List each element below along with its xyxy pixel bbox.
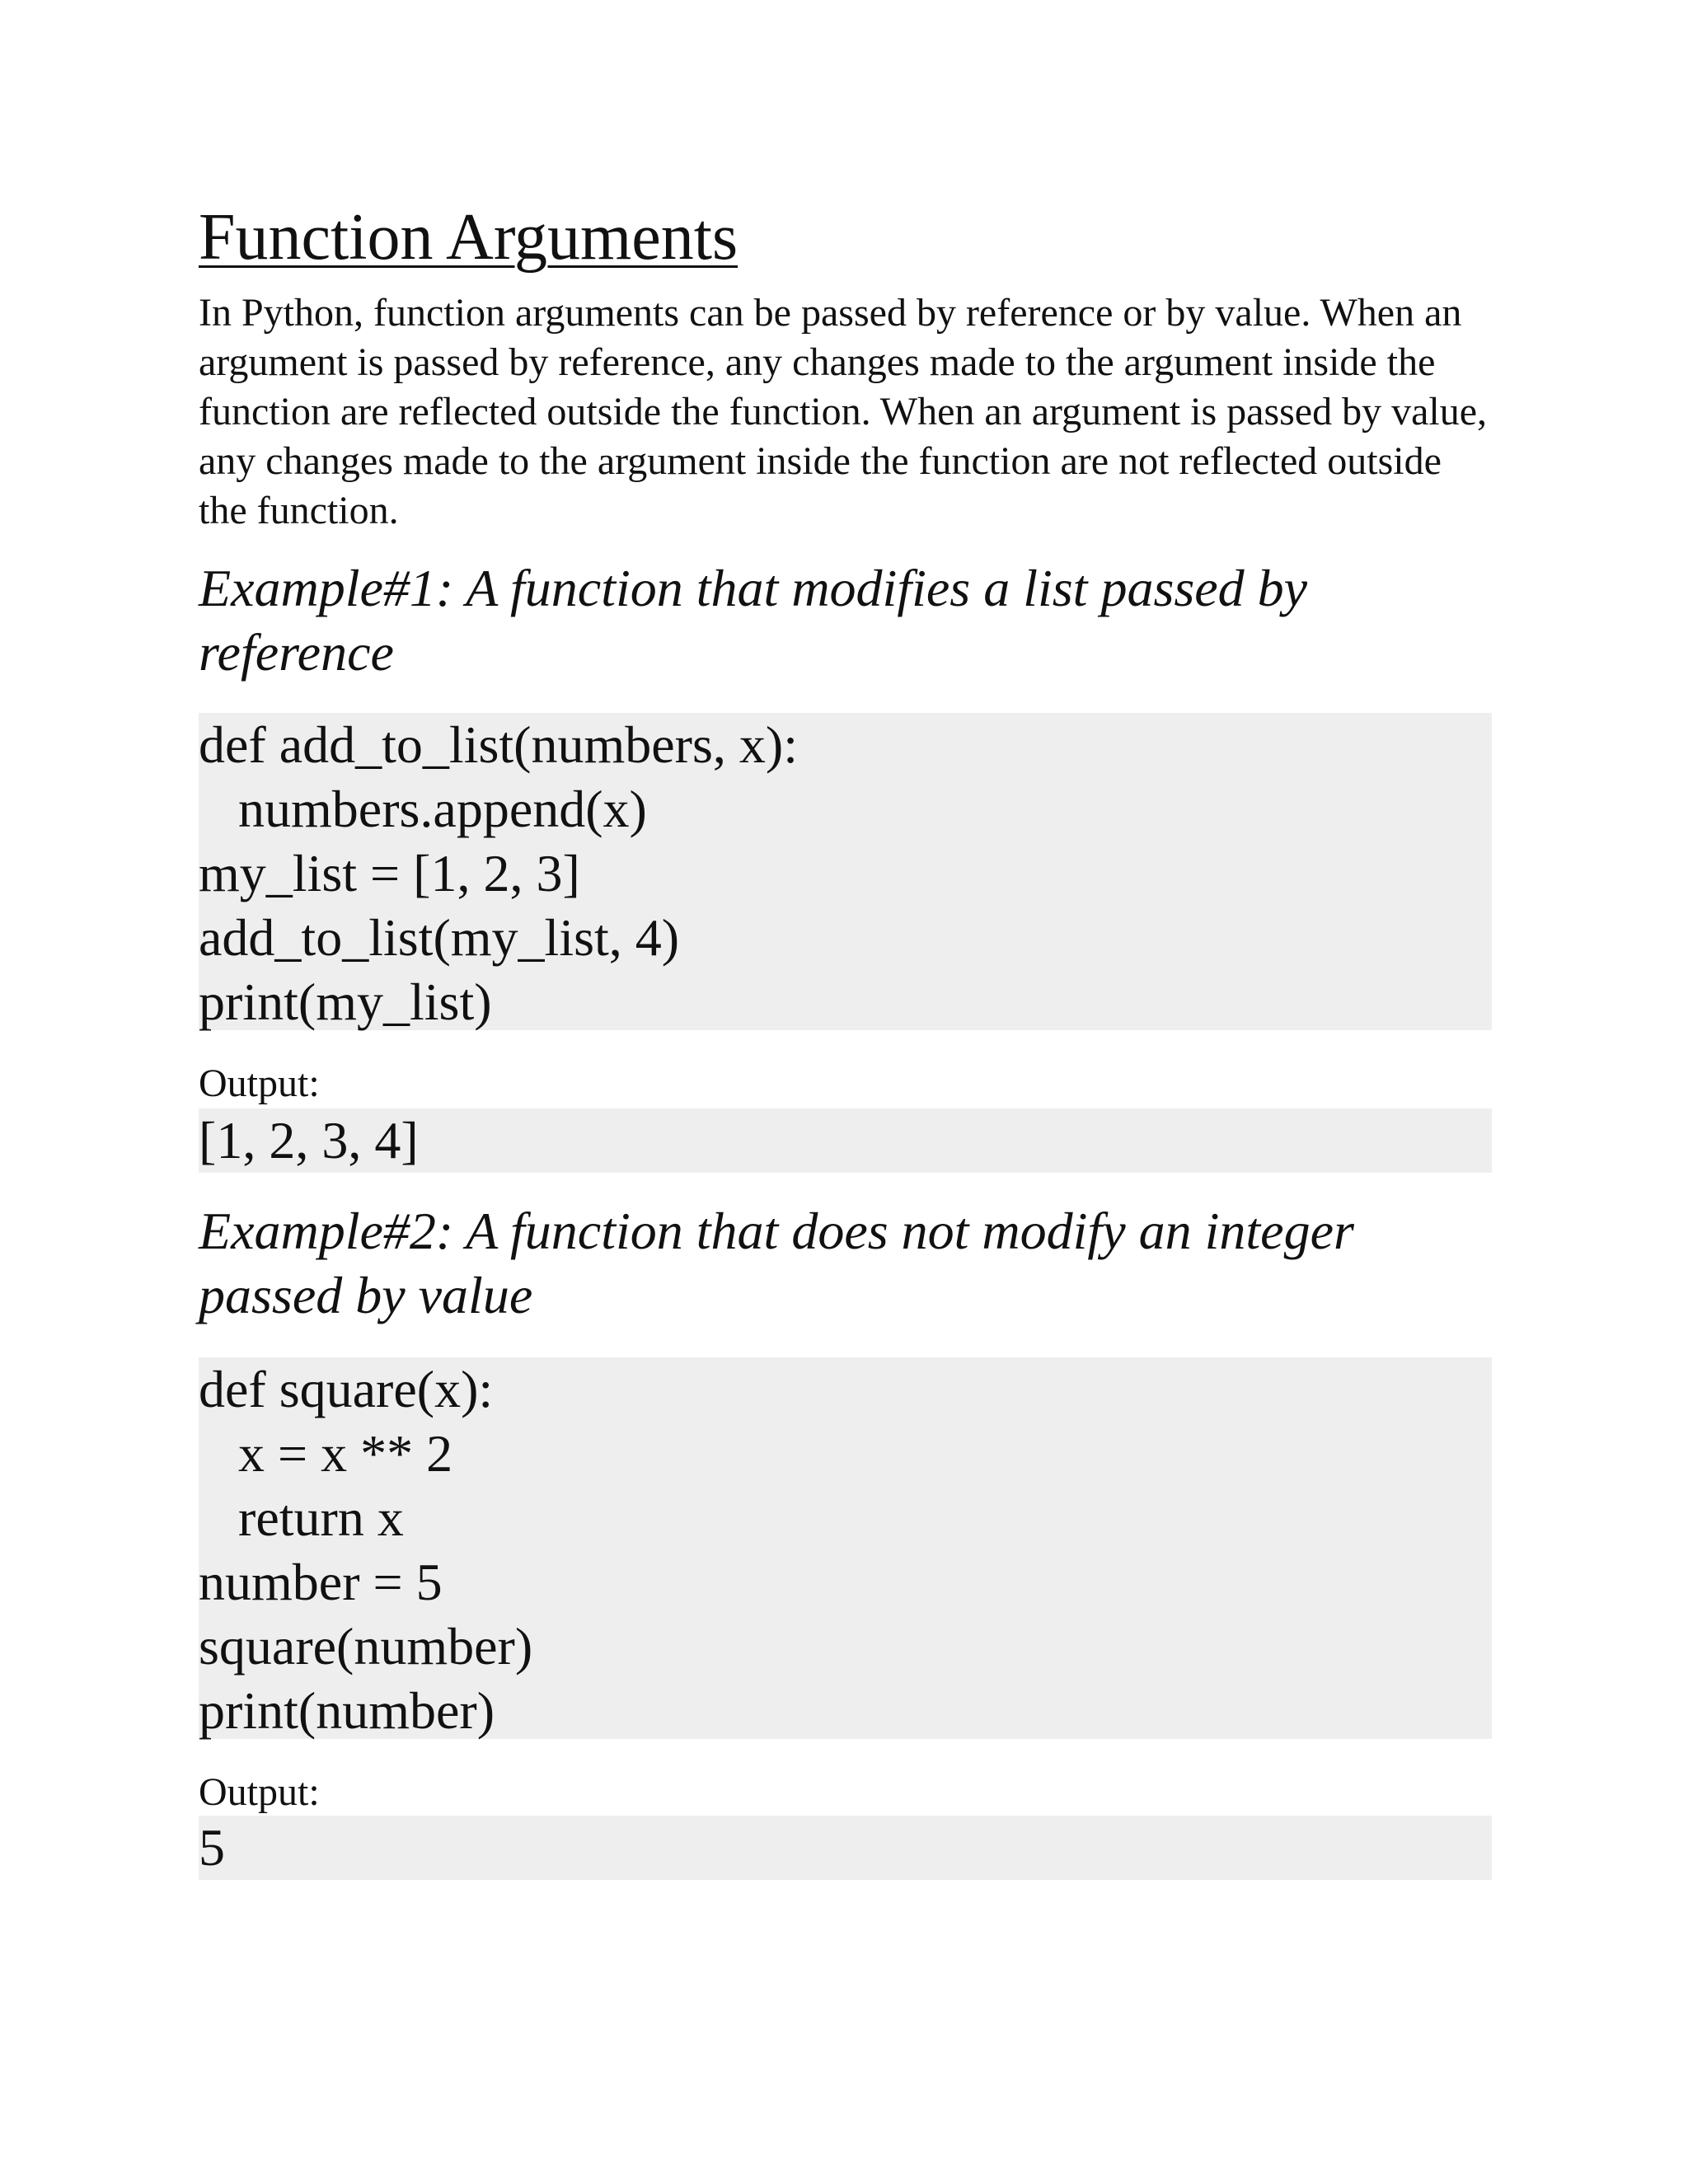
code-line: add_to_list(my_list, 4)	[199, 908, 680, 967]
code-line: print(my_list)	[199, 972, 492, 1031]
code-line: my_list = [1, 2, 3]	[199, 844, 580, 902]
code-line: print(number)	[199, 1681, 495, 1740]
example-2-output: 5	[199, 1816, 1492, 1880]
example-2-output-label: Output:	[199, 1770, 320, 1814]
code-line: def square(x):	[199, 1360, 494, 1418]
example-1-output-label: Output:	[199, 1062, 320, 1105]
code-line: x = x ** 2	[199, 1424, 453, 1483]
page-title: Function Arguments	[199, 201, 738, 274]
example-1-output: [1, 2, 3, 4]	[199, 1108, 1492, 1173]
example-2-code-block	[199, 1357, 1492, 1739]
example-2-heading: Example#2: A function that does not modify an integer passed by value	[199, 1202, 1354, 1324]
intro-paragraph: In Python, function arguments can be passed by reference or by value. When an argument is passed by reference, any changes made to the argument inside the function are reflected outside the function. When an argument is passed by value, any changes made to the argument inside the function are not reflected outside the function.	[199, 291, 1488, 532]
code-line: return x	[199, 1488, 404, 1547]
code-line: numbers.append(x)	[199, 780, 647, 838]
example-1-code-block	[199, 713, 1492, 1030]
code-line: number = 5	[199, 1553, 443, 1611]
example-1-heading: Example#1: A function that modifies a list passed by reference	[199, 559, 1308, 682]
code-line: def add_to_list(numbers, x):	[199, 715, 798, 774]
code-line: square(number)	[199, 1617, 533, 1675]
